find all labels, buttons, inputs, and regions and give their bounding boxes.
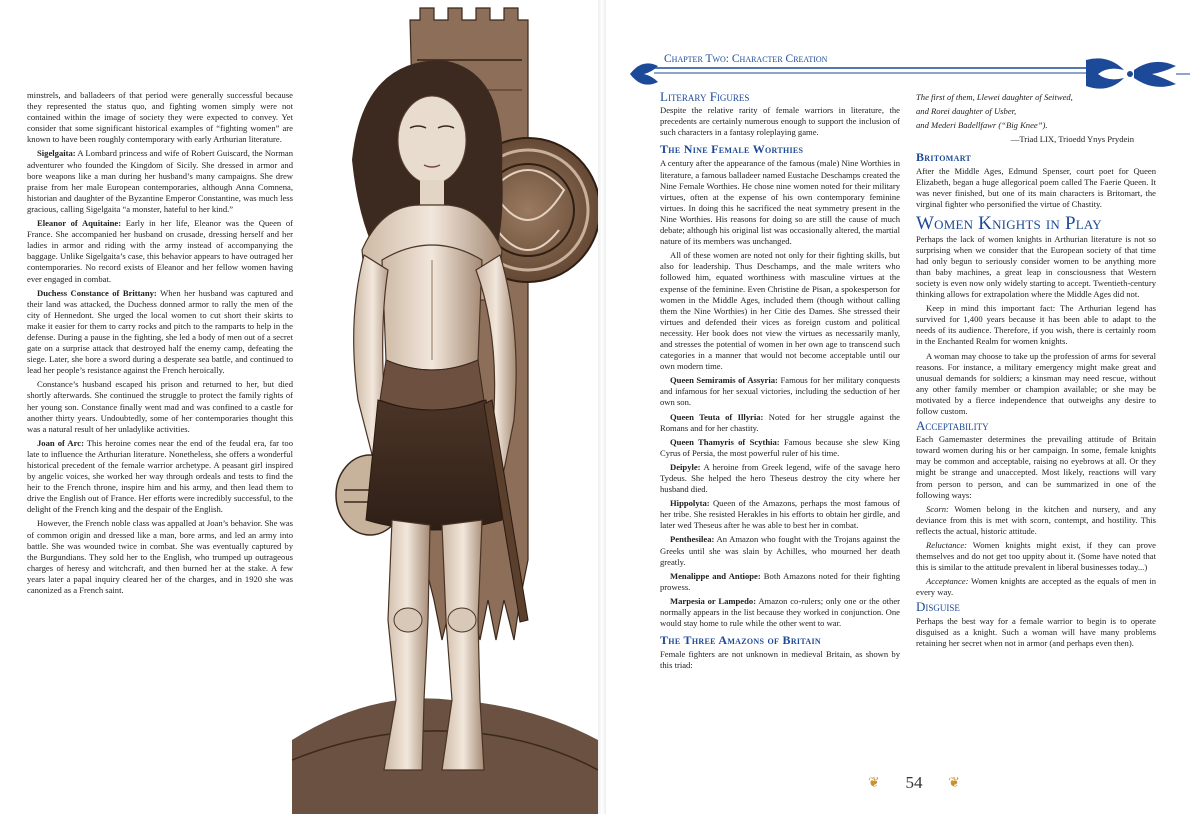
paragraph-lead-in: Menalippe and Antiope: — [670, 570, 761, 581]
body-paragraph — [916, 504, 1156, 537]
paragraph-text: When her husband was captured and their land was attacked, the Duchess donned armor to rally the men of the city of Hennedont. She urged the local women to cut short their skirts to make it easier for them to carry rocks and pitch to the ramparts to help in the defense. During a pause in the fighting, she led a body of men out of a secret gate on a surprise attack that destroyed half the enemy camp, defeating the siege. Later, she bore a sword during a desperate sea battle, and continued to lead her people’s resistance against the French heroically. — [27, 287, 293, 376]
paragraph-text: Women knights are accepted as the equals of men in every way. — [916, 576, 1156, 598]
paragraph-lead-in: Eleanor of Aquitaine: — [37, 218, 122, 229]
quote-attribution: —Triad LIX, Trioedd Ynys Prydein — [1010, 134, 1134, 144]
quote-line: and Mederi Badellfawr (“Big Knee”). — [916, 120, 1048, 130]
paragraph-text: Women knights might exist, if they can prove themselves and do not get too uppity about it. (Some have noted that this is similar to the attitude prevalent in liberal businesses today...) — [916, 540, 1156, 573]
paragraph-text: Famous for her military conquests and infamous for her sexual victories, including the seduction of her own son. — [660, 375, 900, 408]
paragraph-lead-in: Hippolyta: — [670, 498, 710, 509]
paragraph-lead-in: Marpesia or Lampedo: — [670, 595, 757, 606]
body-paragraph — [660, 412, 900, 434]
quote-line: and Rorei daughter of Usber, — [916, 106, 1017, 116]
body-paragraph — [916, 234, 1156, 301]
body-paragraph — [660, 596, 900, 629]
body-paragraph — [660, 571, 900, 593]
body-paragraph — [916, 540, 1156, 573]
body-paragraph — [916, 303, 1156, 347]
paragraph-lead-in: Deipyle: — [670, 461, 701, 472]
paragraph-lead-in: Queen Teuta of Illyria: — [670, 411, 764, 422]
body-paragraph — [27, 379, 293, 434]
left-text-column — [27, 90, 293, 599]
paragraph-text: Noted for her struggle against the Romans and for her chastity. — [660, 411, 900, 433]
paragraph-text: Constance’s husband escaped his prison and returned to her, but died shortly afterwards. She continued the struggle to protect the family rights of her young son. Constance finally went mad and was confined to a castle for another thirty years. Undoubtedly, some of her contemporaries thought this was a natural result of her unladylike activities. — [27, 379, 293, 434]
right-text-column-1 — [660, 91, 900, 675]
paragraph-lead-in: Scorn: — [926, 503, 949, 514]
paragraph-text: Amazon co-rulers; only one or the other normally appears in the list because they worked in conjunction. One would stay home to rule while the other went to war. — [660, 595, 900, 629]
body-paragraph — [916, 576, 1156, 598]
body-paragraph — [660, 462, 900, 495]
paragraph-text: Women belong in the kitchen and nursery, and any deviance from this is met with scorn, contempt, and hostility. This reflects the actual, historic attitude. — [916, 503, 1156, 536]
paragraph-lead-in: Sigelgaita: — [37, 148, 76, 159]
paragraph-lead-in: Reluctance: — [926, 540, 968, 550]
body-paragraph — [660, 375, 900, 408]
body-paragraph: Female fighters are not unknown in medieval Britain, as shown by this triad: — [660, 649, 900, 671]
paragraph-lead-in: Penthesilea: — [670, 534, 715, 545]
body-paragraph: After the Middle Ages, Edmund Spenser, court poet for Queen Elizabeth, began a huge allegorical poem called The Faerie Queen. It was never finished, but one of its main characters is Britomart, the virginal fighter who personified the virtue of Chastity. — [916, 166, 1156, 210]
page-footer — [868, 772, 960, 794]
book-gutter — [598, 0, 606, 814]
paragraph-text: Both Amazons noted for their fighting prowess. — [660, 570, 900, 592]
right-text-column-2 — [916, 90, 1156, 652]
triad-quote — [916, 90, 1156, 146]
body-paragraph — [660, 498, 900, 531]
section-heading-three-amazons: The Three Amazons of Britain — [660, 633, 821, 648]
section-heading-disguise: Disguise — [916, 599, 960, 615]
paragraph-text: However, the French noble class was appalled at Joan’s behavior. She was of common origin and dressed like a man, bore arms, and led an army into battle. She was wounded twice in combat. She was eventually captured by the Burgundians. They sold her to the English, who trumped up outrageous charges of heresy and witchcraft, and then burned her at the stake. A few years later a papal inquiry cleared her of the charges, and in 1920 she was canonized as a French saint. — [27, 518, 293, 596]
paragraph-text: A woman may choose to take up the profession of arms for several reasons. For instance, a military emergency might make great and unusual demands for soldiers; a kinsman may need rescue, without any other family member or champion available; or she may be motivated by a fierce independence that outweighs any desire to follow custom. — [916, 350, 1156, 416]
paragraph-text: Queen of the Amazons, perhaps the most famous of her tribe. She resisted Herakles in his efforts to obtain her girdle, and later wed Theseus after he was able to best her in combat. — [660, 498, 900, 531]
paragraph-text: Keep in mind this important fact: The Arthurian legend has survived for 1,400 years because it has been able to adapt to the needs of its audience. Therefore, if you wish, there is certainly room in the Enchanted Realm for women knights. — [916, 303, 1156, 347]
fleuron-left-icon: ❦ — [868, 775, 880, 791]
body-paragraph — [660, 158, 900, 247]
paragraph-text: All of these women are noted not only for their fighting skills, but also for leadership. Thus Deschamps, and the male writers who followed him, equated worthiness with masculine virtues at the expense of the feminine. Even Christine de Pisan, a spokesperson for women in the Middle Ages, included them (though without calling them the Nine Worthies) in her Citie des Dames. She stressed their virtues and defended their vices as foreign custom and political necessity. Her book does not view the virtues as necessarily manly, and stresses the potential of women in her own age to transcend such categories in a manner that would not become acceptable until our own modern time. — [660, 250, 900, 372]
paragraph-text: An Amazon who fought with the Trojans against the Greeks until she was slain by Achilles, who mourned her death greatly. — [660, 534, 900, 567]
section-heading-women-knights-in-play: Women Knights in Play — [916, 213, 1102, 235]
body-paragraph — [660, 437, 900, 459]
paragraph-text: Perhaps the lack of women knights in Arthurian literature is not so surprising when we consider that the European society of that time had only begun to seriously consider women to be anything more than baby machines, a great leap in consciousness that Western society is even now only widely starting to accept. Twentieth-century thinking allows for extrapolation where the Middle Ages did not. — [916, 233, 1156, 300]
body-paragraph — [27, 288, 293, 377]
paragraph-text: Famous because she slew King Cyrus of Persia, the most powerful ruler of his time. — [660, 436, 900, 458]
paragraph-text: A century after the appearance of the famous (male) Nine Worthies in literature, a famous balladeer named Eustache Deschamps created the Nine Female Worthies. He chose nine women noted for their military virtues, often at the expense of his own contemporary feminine virtues. In doing this he sacrificed the neat symmetry present in the Nine Worthies. His reasons for doing so are still the cause of much debate; although his original list was occasionally altered, the martial nature of its members was unchanged. — [660, 158, 900, 247]
paragraph-text: A heroine from Greek legend, wife of the savage hero Tydeus. She helped the hero Theseus destroy the city where her husband died. — [660, 461, 900, 495]
paragraph-lead-in: Queen Semiramis of Assyria: — [670, 375, 778, 386]
body-paragraph — [916, 434, 1156, 501]
section-heading-nine-female-worthies: The Nine Female Worthies — [660, 142, 804, 157]
knight-illustration — [292, 0, 598, 814]
paragraph-text: This heroine comes near the end of the feudal era, far too late to influence the Arthurian literature. Nonetheless, she offers a wonderful historical precedent of the female warrior archetype. A peasant girl inspired by angelic voices, she worked her way through ordeals and tests to find the heir to the French throne, inspire him and his army, and then lead them to drive the English out of France. Her efforts were incredibly successful, to the delight of the French king and the despair of the English. — [27, 437, 293, 515]
body-paragraph — [660, 250, 900, 372]
quote-line: The first of them, Llewei daughter of Seitwed, — [916, 92, 1073, 102]
paragraph-lead-in: Queen Thamyris of Scythia: — [670, 436, 780, 447]
paragraph-lead-in: Joan of Arc: — [37, 437, 84, 448]
section-heading-acceptability: Acceptability — [916, 418, 989, 434]
paragraph-text: minstrels, and balladeers of that period were generally successful because they represented the status quo, and fighting women simply were not contained within the image of society they were expected to convey. Yet consider that some significant historical examples of “fighting women” are known to have been roughly contemporary with early Arthurian literature. — [27, 90, 293, 145]
body-paragraph — [27, 518, 293, 596]
chapter-title: Chapter Two: Character Creation — [660, 53, 831, 65]
body-paragraph: Perhaps the best way for a female warrior to begin is to operate disguised as a knight. Such a woman will have many problems retaining her secret when not in armor (and perhaps even then). — [916, 615, 1156, 648]
paragraph-text: Early in her life, Eleanor was the Queen of France. She accompanied her husband on crusade, dressing herself and her ladies in armor and riding with the army instead of accompanying the baggage. Unlike Sigelgaita’s case, this behavior appears to have outraged her contemporaries. No record exists of Eleanor and her fellow women having ever engaged in combat. — [27, 218, 293, 284]
body-paragraph: Despite the relative rarity of female warriors in literature, the precedents are certainly numerous enough to support the inclusion of such characters in a fantasy roleplaying game. — [660, 105, 900, 138]
body-paragraph — [916, 351, 1156, 418]
page-number: 54 — [905, 773, 923, 792]
fleuron-right-icon: ❦ — [948, 775, 960, 791]
body-paragraph — [27, 148, 293, 215]
paragraph-lead-in: Duchess Constance of Brittany: — [37, 287, 157, 298]
body-paragraph — [660, 534, 900, 567]
section-heading-literary-figures: Literary Figures — [660, 89, 750, 104]
paragraph-text: Each Gamemaster determines the prevailing attitude of Britain toward women during his or her campaign. In some, female knights may be common and acceptable, raising no eyebrows at all. Or they might be strange and unaccepted. Most likely, reactions will vary from person to person, and can be summarized in one of the following ways: — [916, 434, 1156, 500]
body-paragraph — [27, 90, 293, 145]
section-heading-britomart: Britomart — [916, 150, 972, 164]
paragraph-text: A Lombard princess and wife of Robert Guiscard, the Norman adventurer who founded the Kingdom of Sicily. She dressed in armor and bore weapons like a man during her husband’s many campaigns. She drew praise from her male European contemporaries, although Anna Comnena, historian and daughter of the Byzantine Emperor Constantine, was much less gracious, calling Sigelgaita “a monster, hateful to her kind.” — [27, 148, 293, 214]
paragraph-lead-in: Acceptance: — [926, 576, 969, 587]
body-paragraph — [27, 218, 293, 285]
body-paragraph — [27, 438, 293, 516]
